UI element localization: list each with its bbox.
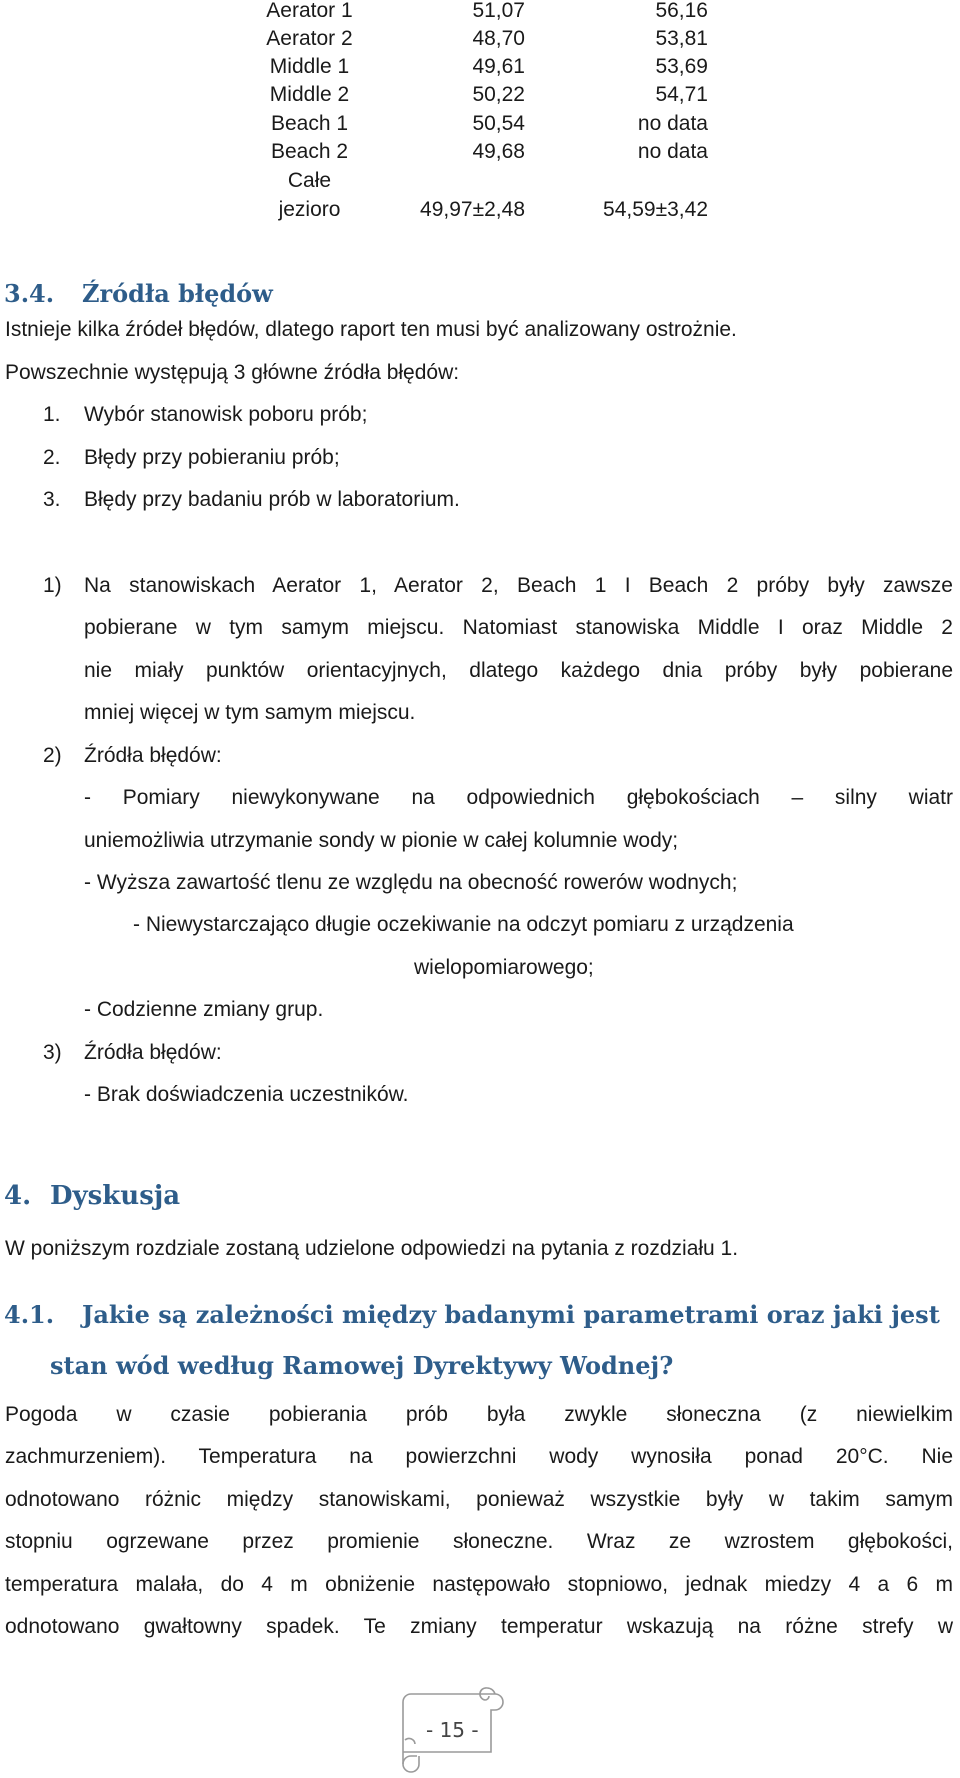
row-name-line1: Całe	[287, 169, 332, 192]
row-name: Middle 2	[269, 83, 350, 106]
intro-line: Istnieje kilka źródeł błędów, dlatego raport ten musi być analizowany ostrożnie.	[5, 318, 737, 341]
bullet-line: wielopomiarowego;	[414, 956, 594, 979]
row-value-2: 54,59±3,42	[603, 198, 708, 221]
paragraph-line: stopniu ogrzewane przez promienie słoneczne. Wraz ze wzrostem głębokości,	[5, 1530, 953, 1553]
bullet-line: - Brak doświadczenia uczestników.	[84, 1083, 409, 1106]
row-name: Middle 1	[269, 55, 350, 78]
list-text: Błędy przy badaniu prób w laboratorium.	[84, 488, 460, 511]
row-name: Aerator 2	[266, 27, 353, 50]
section-title-line1: Jakie są zależności między badanymi parametrami oraz jaki jest	[82, 1300, 940, 1329]
row-value-1: 51,07	[472, 0, 525, 22]
paragraph-line: odnotowano różnic między stanowiskami, ponieważ wszystkie były w takim samym	[5, 1488, 953, 1511]
list-number: 2.	[43, 446, 61, 469]
intro-line: Powszechnie występują 3 główne źródła błędów:	[5, 361, 460, 384]
table-row	[0, 138, 960, 166]
table-row-total	[0, 167, 960, 223]
paragraph-line: mniej więcej w tym samym miejscu.	[84, 701, 416, 724]
bullet-line: uniemożliwia utrzymanie sondy w pionie w całej kolumnie wody;	[84, 829, 679, 852]
row-value-1: 50,54	[472, 112, 525, 135]
paragraph-line: temperatura malała, do 4 m obniżenie następowało stopniowo, jednak miedzy 4 a 6 m	[5, 1573, 953, 1596]
section-heading-3-4	[4, 279, 273, 309]
page-number-scroll	[383, 1680, 509, 1776]
section-heading-4	[4, 1180, 181, 1212]
row-value-2: 54,71	[655, 83, 708, 106]
row-name-line2: jezioro	[278, 198, 341, 221]
section-title: Dyskusja	[50, 1181, 181, 1211]
list-item	[43, 444, 340, 472]
row-name: Aerator 1	[266, 0, 353, 22]
paragraph-line: zachmurzeniem). Temperatura na powierzchni wody wynosiła ponad 20°C. Nie	[5, 1445, 953, 1468]
page-number: - 15 -	[426, 1718, 479, 1742]
section-title-line2: stan wód według Ramowej Dyrektywy Wodnej?	[50, 1351, 674, 1380]
bullet-line: - Wyższa zawartość tlenu ze względu na obecność rowerów wodnych;	[84, 871, 738, 894]
section-heading-4-1	[4, 1300, 940, 1330]
bullet-line: - Niewystarczająco długie oczekiwanie na odczyt pomiaru z urządzenia	[133, 913, 794, 936]
row-value-1: 49,61	[472, 55, 525, 78]
list-number: 3.	[43, 488, 61, 511]
section-number: 4.	[4, 1181, 32, 1211]
row-value-2: 53,81	[655, 27, 708, 50]
list-number: 1.	[43, 403, 61, 426]
point-heading: Źródła błędów:	[84, 744, 222, 767]
list-text: Błędy przy pobieraniu prób;	[84, 446, 340, 469]
paragraph-line: Na stanowiskach Aerator 1, Aerator 2, Beach 1 I Beach 2 próby były zawsze	[84, 574, 953, 597]
list-text: Wybór stanowisk poboru prób;	[84, 403, 368, 426]
row-value-1: 48,70	[472, 27, 525, 50]
row-value-2: no data	[637, 112, 708, 135]
list-item	[43, 486, 460, 514]
row-value-1: 49,68	[472, 140, 525, 163]
point-number: 3)	[43, 1041, 62, 1064]
point-number: 2)	[43, 744, 62, 767]
point-number: 1)	[43, 574, 62, 597]
row-value-1: 49,97±2,48	[420, 198, 525, 221]
table-row	[0, 25, 960, 53]
table-row	[0, 81, 960, 109]
bullet-line: - Codzienne zmiany grup.	[84, 998, 324, 1021]
row-value-2: no data	[637, 140, 708, 163]
paragraph-line: nie miały punktów orientacyjnych, dlatego każdego dnia próby były pobierane	[84, 659, 953, 682]
paragraph-line: odnotowano gwałtowny spadek. Te zmiany temperatur wskazują na różne strefy w	[5, 1615, 953, 1638]
point-heading: Źródła błędów:	[84, 1041, 222, 1064]
row-name: Beach 1	[270, 112, 349, 135]
list-item	[43, 401, 368, 429]
section-intro: W poniższym rozdziale zostaną udzielone odpowiedzi na pytania z rozdziału 1.	[5, 1237, 739, 1260]
section-number: 4.1.	[4, 1300, 55, 1329]
table-row	[0, 110, 960, 138]
paragraph-line: Pogoda w czasie pobierania prób była zwykle słoneczna (z niewielkim	[5, 1403, 953, 1426]
table-row	[0, 53, 960, 81]
table-row	[0, 0, 960, 25]
row-value-1: 50,22	[472, 83, 525, 106]
row-value-2: 56,16	[655, 0, 708, 22]
row-value-2: 53,69	[655, 55, 708, 78]
section-title: Źródła błędów	[82, 279, 273, 308]
section-number: 3.4.	[4, 279, 55, 308]
bullet-line: - Pomiary niewykonywane na odpowiednich głębokościach – silny wiatr	[84, 786, 953, 809]
row-name: Beach 2	[270, 140, 349, 163]
paragraph-line: pobierane w tym samym miejscu. Natomiast stanowiska Middle I oraz Middle 2	[84, 616, 953, 639]
